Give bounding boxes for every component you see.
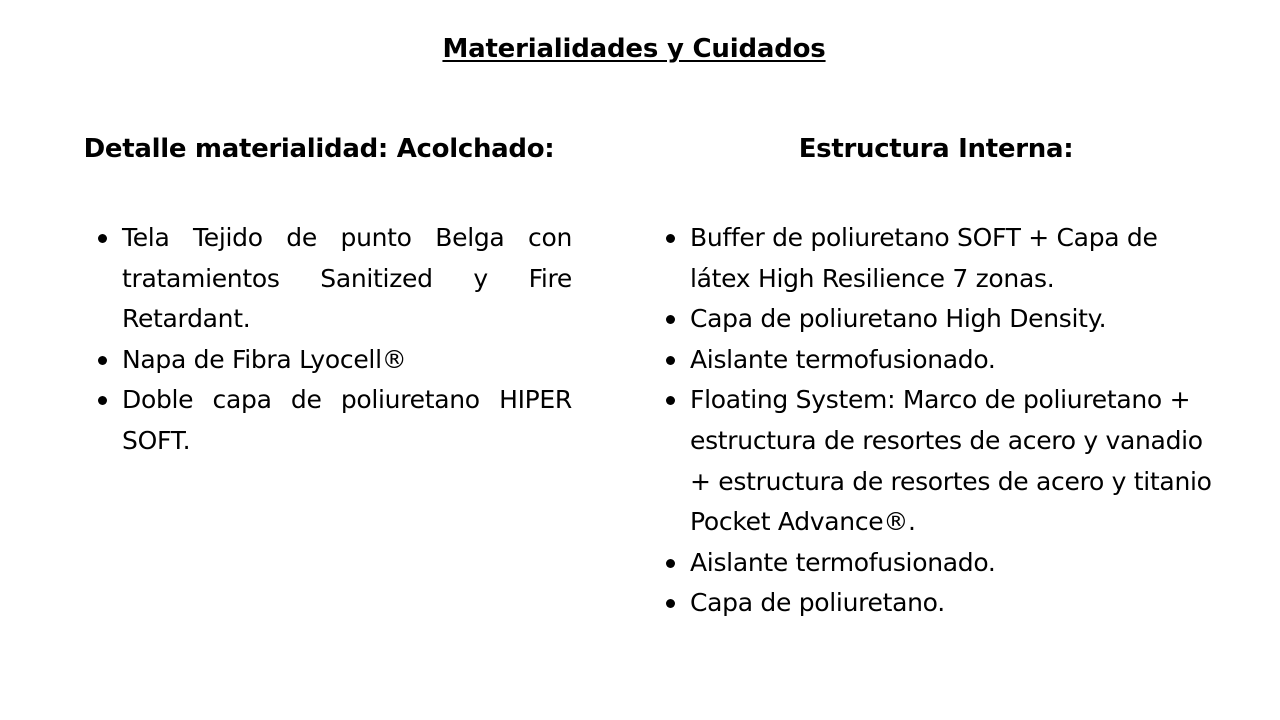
structure-heading: Estructura Interna: [798,134,1074,164]
list-item-text: Tela Tejido de punto Belga con tratamientos Sanitized y Fire Retardant. [122,223,572,334]
bullet-icon [666,356,675,365]
bullet-icon [666,599,675,608]
bullet-icon [666,315,675,324]
materials-heading: Detalle materialidad: Acolchado: [83,134,555,164]
list-item-text: Aislante termofusionado. [690,344,996,374]
list-item-text: Capa de poliuretano High Density. [690,304,1107,334]
list-item [650,543,1222,584]
structure-list [650,218,1222,624]
list-item [66,340,572,381]
bullet-icon [98,234,107,243]
materials-list [66,218,572,462]
list-item [650,583,1222,624]
list-item [650,218,1222,299]
materials-column [66,128,572,462]
bullet-icon [98,396,107,405]
list-item [66,380,572,461]
structure-column [650,128,1222,624]
list-item-text: Napa de Fibra Lyocell® [122,344,407,374]
list-item [650,299,1222,340]
list-item [650,380,1222,542]
bullet-icon [666,559,675,568]
list-item-text: Floating System: Marco de poliuretano + estructura de resortes de acero y vanadio + estructura de resortes de acero y titanio Pocket Advance®. [690,385,1212,537]
list-item-text: Buffer de poliuretano SOFT + Capa de látex High Resilience 7 zonas. [690,223,1158,293]
bullet-icon [666,396,675,405]
page-title: Materialidades y Cuidados [442,34,826,64]
list-item [650,340,1222,381]
list-item-text: Doble capa de poliuretano HIPER SOFT. [122,385,572,455]
list-item-text: Aislante termofusionado. [690,547,996,577]
list-item-text: Capa de poliuretano. [690,588,945,618]
bullet-icon [98,356,107,365]
bullet-icon [666,234,675,243]
list-item [66,218,572,340]
